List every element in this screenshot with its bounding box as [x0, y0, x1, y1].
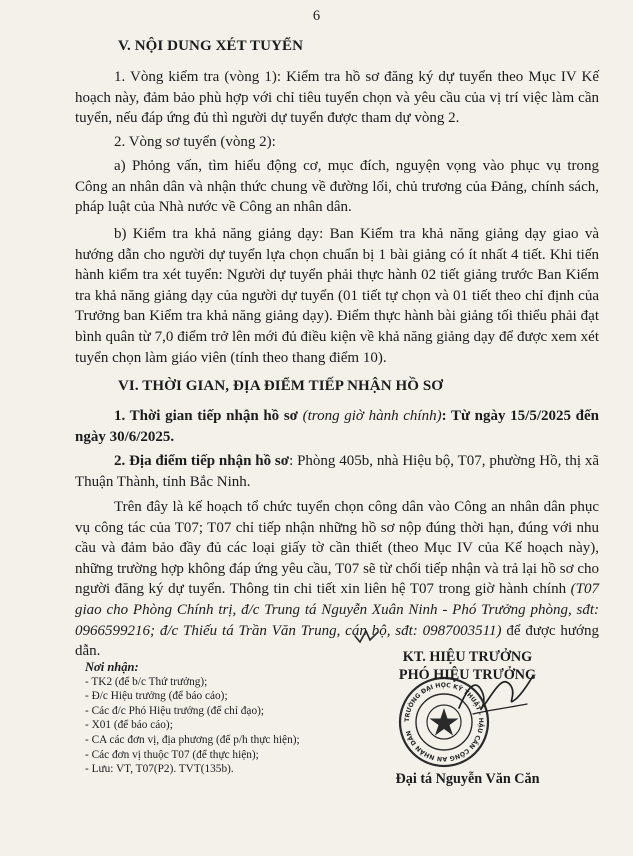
- time-colon: :: [441, 408, 451, 424]
- page-number: 6: [312, 8, 321, 24]
- signer-name: Đại tá Nguyễn Văn Căn: [395, 771, 540, 787]
- recipient-item: - Đ/c Hiệu trưởng (để báo cáo);: [85, 690, 228, 703]
- section-5-heading: V. NỘI DUNG XÉT TUYỂN: [118, 38, 304, 54]
- section-6-place: [75, 451, 599, 492]
- signature-title-line-1: KT. HIỆU TRƯỞNG: [402, 649, 533, 665]
- handwritten-signature: [455, 664, 537, 724]
- section-5-paragraph-3: a) Phỏng vấn, tìm hiểu động cơ, mục đích, nguyện vọng vào phục vụ trong Công an nhân dân và nhận thức chung về đường lối, chủ trương của Đảng, chính sách, pháp luật của Nhà nước về Công an nhân dân.: [75, 158, 599, 216]
- recipients-title: Nơi nhận:: [85, 660, 139, 674]
- time-label: 1. Thời gian tiếp nhận hồ sơ: [114, 408, 298, 424]
- section-5-paragraph-2: 2. Vòng sơ tuyển (vòng 2):: [114, 134, 276, 150]
- closing-paragraph: [75, 497, 599, 662]
- recipient-item: - X01 (để báo cáo);: [85, 719, 173, 732]
- recipients-block: [85, 660, 300, 777]
- recipient-item: - CA các đơn vị, địa phương (để p/h thực hiện);: [85, 733, 300, 746]
- place-value: : Phòng 405b, nhà Hiệu bộ, T07, phường Hồ, thị xã Thuận Thành, tỉnh Bắc Ninh.: [75, 453, 599, 490]
- closing-tail: để được hướng dẫn.: [75, 622, 599, 660]
- closing-contact: (T07 giao cho Phòng Chính trị, đ/c Trung tá Nguyễn Xuân Ninh - Phó Trưởng phòng, sđt: 0966599216; đ/c Thiếu tá Trần Văn Trung, cán bộ, sđt: 0987003511): [75, 581, 599, 639]
- time-value: Từ ngày 15/5/2025 đến ngày 30/6/2025.: [75, 408, 600, 445]
- section-5-paragraph-1: 1. Vòng kiểm tra (vòng 1): Kiểm tra hồ sơ đăng ký dự tuyển theo Mục IV Kế hoạch này, đảm bảo phù hợp với chỉ tiêu tuyển chọn và yêu cầu của vị trí việc làm cần tuyển, nếu đáp ứng đủ thì người dự tuyển được tham dự vòng 2.: [75, 69, 599, 127]
- section-6-heading: VI. THỜI GIAN, ĐỊA ĐIỂM TIẾP NHẬN HỒ SƠ: [118, 378, 444, 394]
- section-5-paragraph-4: b) Kiểm tra khả năng giảng dạy: Ban Kiểm tra khả năng giảng dạy giao và hướng dẫn cho người dự tuyển lựa chọn chuẩn bị 1 bài giảng có ít nhất 4 tiết. Khi tiến hành kiểm tra xét tuyển: Người dự tuyển phải thực hành 02 tiết giảng trước Ban Kiểm tra khả năng giảng dạy của người dự tuyển (01 tiết tự chọn và 01 tiết theo chỉ định của Trưởng ban Kiểm tra khả năng giảng dạy). Điểm thực hành bài giảng tối thiểu phải đạt bình quân từ 7,0 điểm trở lên mới đủ điều kiện về khả năng giảng dạy để được xem xét tuyển chọn làm giáo viên (tính theo thang điểm 10).: [75, 226, 599, 366]
- recipient-item: - TK2 (để b/c Thứ trưởng);: [85, 675, 208, 688]
- seal-ring-text: TRƯỜNG ĐẠI HỌC KỸ THUẬT - HẬU CẦN CÔNG AN NHÂN DÂN: [403, 681, 485, 763]
- recipient-item: - Lưu: VT, T07(P2). TVT(135b).: [85, 763, 234, 776]
- recipient-item: - Các đ/c Phó Hiệu trưởng (để chỉ đạo);: [85, 704, 264, 717]
- signature-title-line-2: PHÓ HIỆU TRƯỞNG: [398, 667, 537, 683]
- closing-text: Trên đây là kế hoạch tổ chức tuyển chọn công dân vào Công an nhân dân phục vụ công tác của T07; T07 chỉ tiếp nhận những hồ sơ nộp đúng thời hạn, đúng với nhu cầu và đảm bảo đầy đủ các loại giấy tờ cần thiết (theo Mục IV của Kế hoạch này), những trường hợp không đáp ứng yêu cầu, T07 sẽ từ chối tiếp nhận và trả lại hồ sơ cho người đăng ký dự tuyển. Thông tin chi tiết xin liên hệ T07 trong giờ hành chính: [75, 499, 599, 598]
- section-6-time: [75, 406, 599, 447]
- place-label: 2. Địa điểm tiếp nhận hồ sơ: [114, 453, 290, 469]
- time-note: (trong giờ hành chính): [297, 408, 442, 424]
- handwritten-tick-mark: [352, 628, 382, 646]
- recipient-item: - Các đơn vị thuộc T07 (để thực hiện);: [85, 748, 259, 761]
